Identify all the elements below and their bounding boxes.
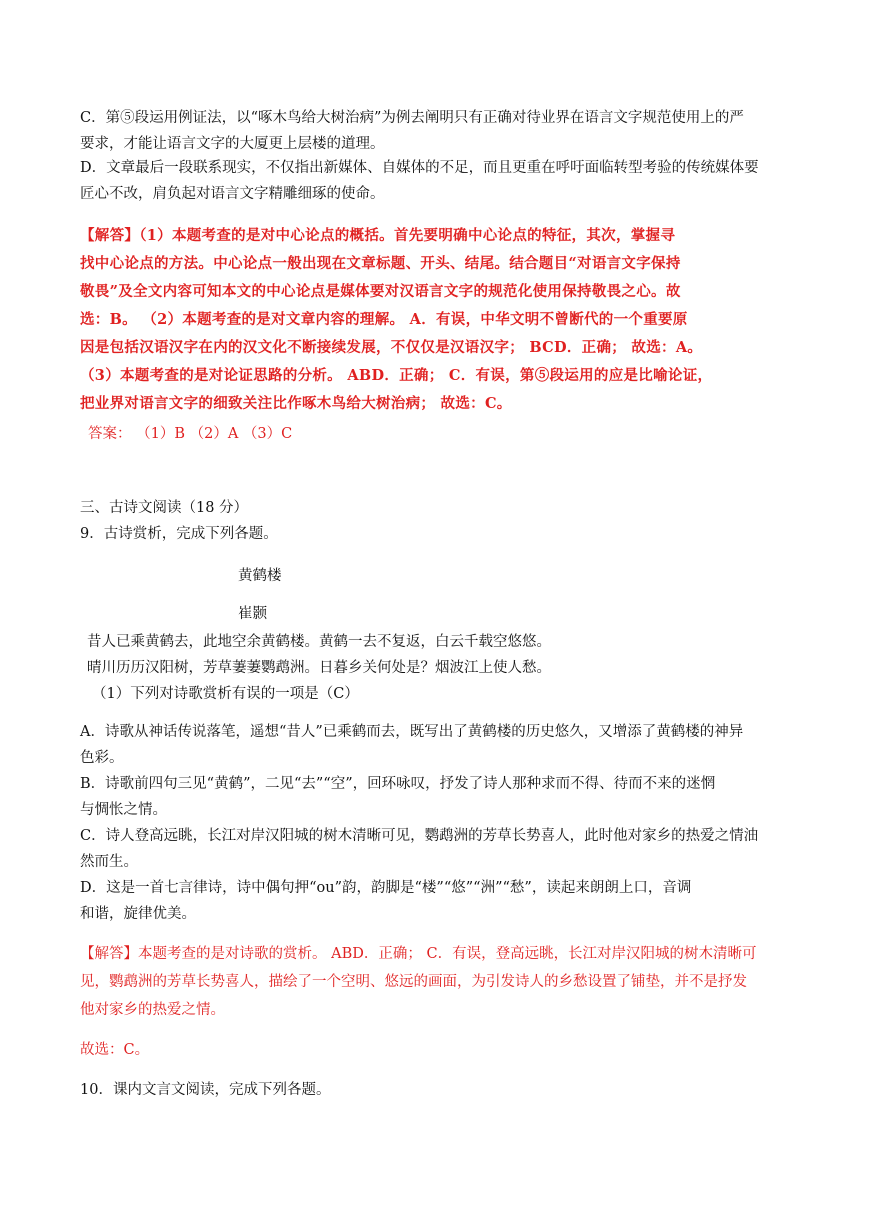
poem-line-2: 晴川历历汉阳树，芳草萋萋鹦鹉洲。日暮乡关何处是？烟波江上使人愁。 [87, 660, 551, 676]
option-c-line-1: C．第⑤段运用例证法，以“啄木鸟给大树治病”为例去阐明只有正确对待业界在语言文字规范使用上的严 [80, 110, 744, 126]
question-9-1: （1）下列对诗歌赏析有误的一项是（C） [92, 686, 359, 702]
option-a-line-1: A．诗歌从神话传说落笔，遥想“昔人”已乘鹤而去，既写出了黄鹤楼的历史悠久，又增添了黄鹤楼的神异 [80, 724, 744, 740]
answer-9-line-1: 【解答】本题考查的是对诗歌的赏析。 ABD．正确； C．有误，登高远眺，长江对岸汉阳城的树木清晰可 [80, 946, 757, 962]
answer-line-1 [80, 226, 675, 246]
option-c2-line-1: C．诗人登高远眺，长江对岸汉阳城的树木清晰可见，鹦鹉洲的芳草长势喜人，此时他对家乡的热爱之情油 [80, 828, 759, 844]
answer-label: 【解答】 [80, 227, 140, 244]
option-b-line-2: 与惆怅之情。 [80, 802, 167, 818]
option-c-line-2: 要求，才能让语言文字的大厦更上层楼的道理。 [80, 136, 385, 152]
answer-line-2: 找中心论点的方法。中心论点一般出现在文章标题、开头、结尾。结合题目“对语言文字保持 [80, 255, 681, 272]
option-c2-line-2: 然而生。 [80, 854, 138, 870]
answer-line-4: 选：B。 （2）本题考查的是对文章内容的理解。 A．有误，中华文明不曾断代的一个重要原 [80, 311, 688, 328]
answer-9-choice: 故选：C。 [80, 1042, 150, 1058]
answer-line-6: （3）本题考查的是对论证思路的分析。 ABD．正确； C．有误，第⑤段运用的应是比喻论证， [80, 367, 713, 384]
poem-line-1: 昔人已乘黄鹤去，此地空余黄鹤楼。黄鹤一去不复返，白云千载空悠悠。 [87, 634, 551, 650]
poem-title: 黄鹤楼 [238, 568, 282, 584]
answer-text-1: （1）本题考查的是对中心论点的概括。首先要明确中心论点的特征，其次，掌握寻 [139, 227, 676, 244]
answer-line-5: 因是包括汉语汉字在内的汉文化不断接续发展，不仅仅是汉语汉字； BCD．正确； 故选：A。 [80, 339, 703, 356]
option-b-line-1: B．诗歌前四句三见“黄鹤”，二见“去”“空”，回环咏叹，抒发了诗人那种求而不得、待而不来的迷惘 [80, 776, 716, 792]
answer-line-3: 敬畏”及全文内容可知本文的中心论点是媒体要对汉语言文字的规范化使用保持敬畏之心。故 [80, 283, 681, 300]
option-a-line-2: 色彩。 [80, 750, 124, 766]
final-answer: 答案： （1）B （2）A （3）C [88, 426, 293, 442]
poem-author: 崔颢 [238, 606, 267, 622]
option-d2-line-1: D．这是一首七言律诗，诗中偶句押“ou”韵，韵脚是“楼”“悠”“洲”“愁”，读起来朗朗上口，音调 [80, 880, 692, 896]
answer-line-7: 把业界对语言文字的细致关注比作啄木鸟给大树治病； 故选：C。 [80, 395, 512, 412]
section-heading: 三、古诗文阅读（18 分） [80, 500, 249, 516]
answer-9-line-3: 他对家乡的热爱之情。 [80, 1002, 225, 1018]
option-d2-line-2: 和谐，旋律优美。 [80, 906, 196, 922]
question-10-intro: 10．课内文言文阅读，完成下列各题。 [80, 1082, 331, 1098]
question-9-intro: 9．古诗赏析，完成下列各题。 [80, 526, 278, 542]
option-d-line-1: D．文章最后一段联系现实，不仅指出新媒体、自媒体的不足，而且更重在呼吁面临转型考验的传统媒体要 [80, 160, 759, 176]
answer-9-line-2: 见，鹦鹉洲的芳草长势喜人，描绘了一个空明、悠远的画面，为引发诗人的乡愁设置了铺垫，并不是抒发 [80, 974, 747, 990]
option-d-line-2: 匠心不改，肩负起对语言文字精雕细琢的使命。 [80, 186, 385, 202]
